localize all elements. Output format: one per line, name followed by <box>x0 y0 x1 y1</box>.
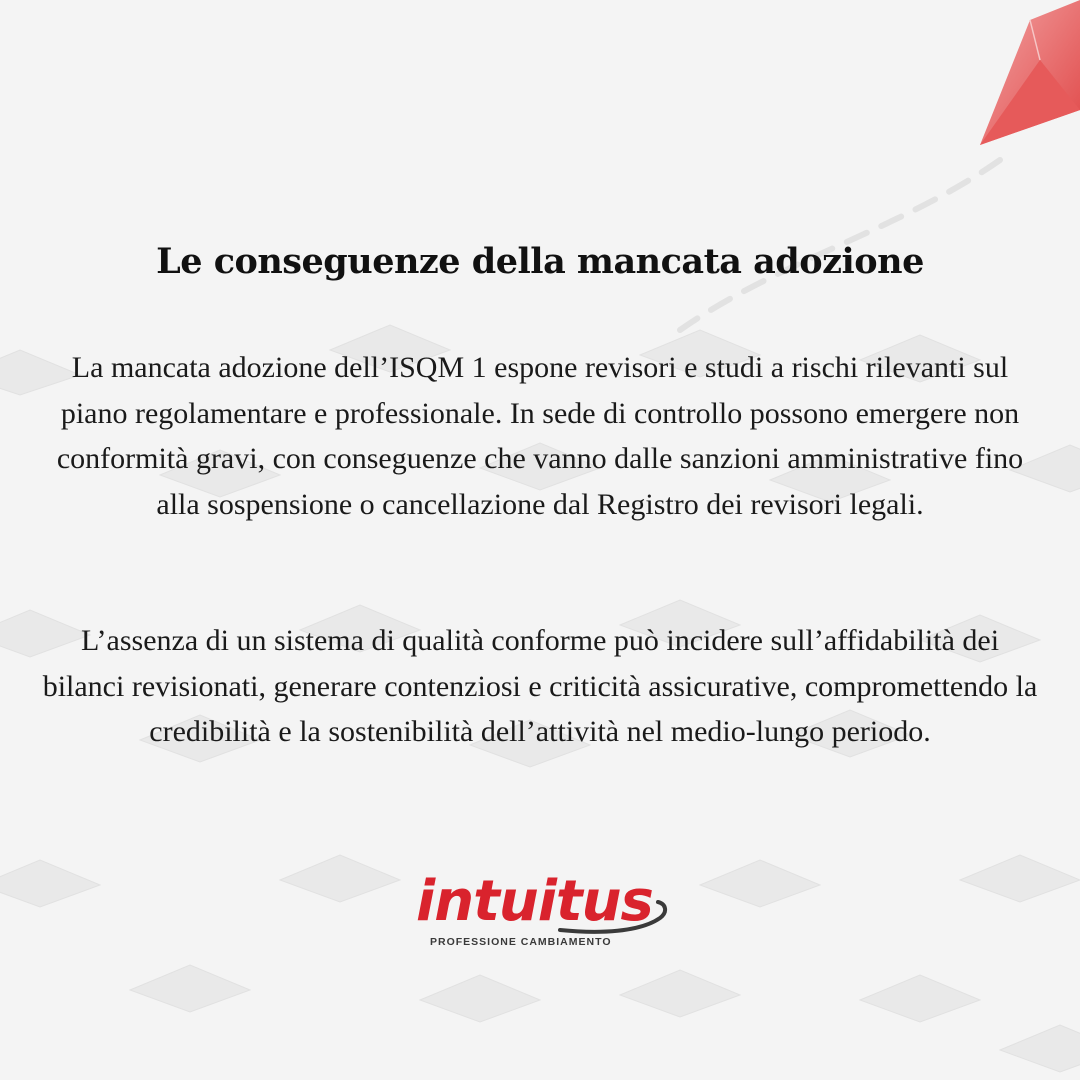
logo-wordmark: intuitus <box>416 869 653 934</box>
slide-title: Le conseguenze della mancata adozione <box>156 241 924 282</box>
paper-boat-icon <box>620 970 740 1017</box>
logo-tagline: PROFESSIONE CAMBIAMENTO <box>430 936 612 948</box>
paragraph-consequences: La mancata adozione dell’ISQM 1 espone revisori e studi a rischi rilevanti sul piano regolamentare e professionale. In sede di controllo possono emergere non conformità gravi, con conseguenze che vanno dalle sanzioni amministrative fino alla sospensione o cancellazione dal Registro dei revisori legali. <box>56 351 1024 521</box>
paper-boat-icon <box>700 860 820 907</box>
paper-boat-icon <box>130 965 250 1012</box>
paragraph-quality-system: L’assenza di un sistema di qualità conforme può incidere sull’affidabilità dei bilanci revisionati, generare contenziosi e criticità assicurative, compromettendo la credibilità e la sostenibilità dell’attività nel medio-lungo periodo. <box>42 624 1038 748</box>
paper-boat-icon <box>420 975 540 1022</box>
paper-boat-icon <box>960 855 1080 902</box>
paper-boat-icon <box>0 860 100 907</box>
paper-boat-icon <box>1000 1025 1080 1072</box>
paper-plane-icon <box>980 0 1080 145</box>
paper-boat-icon <box>860 975 980 1022</box>
paper-boat-icon <box>280 855 400 902</box>
